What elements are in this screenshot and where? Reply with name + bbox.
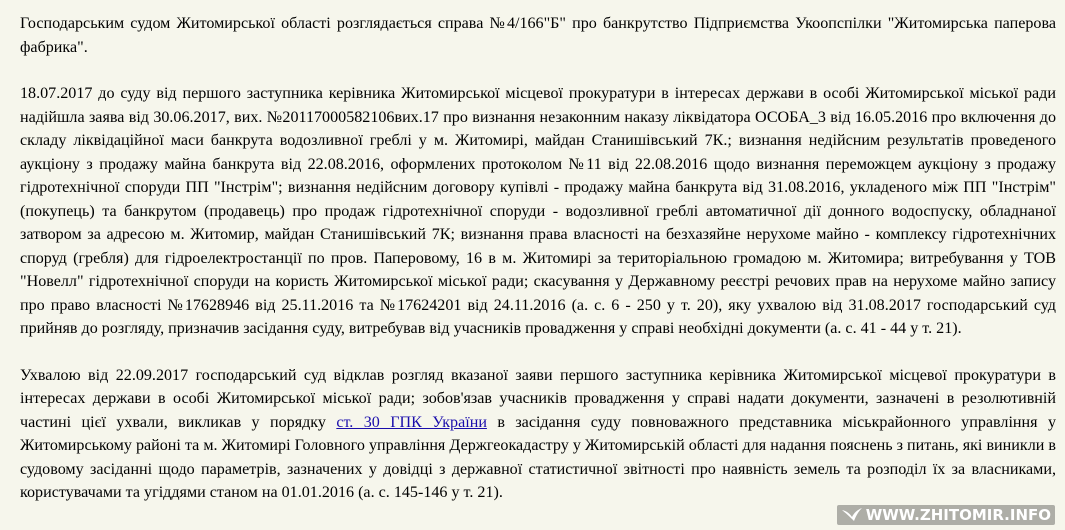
swallow-bird-icon xyxy=(841,507,863,523)
watermark-text: WWW.ZHITOMIR.INFO xyxy=(865,506,1051,524)
document-body xyxy=(20,12,1056,528)
paragraph-text-after-link: в засідання суду повноважного представника міськрайонного управління у Житомирському районі та м. Житомирі Головного управління Держгеокадастру у Житомирській області для надання пояснень з питань, які виникли в судовому засіданні щодо параметрів, зазначених у довідці з державної статистичної звітності про наявність земель та розподіл їх за власниками, користувачами та угіддями станом на 01.01.2016 (а. с. 145-146 у т. 21). xyxy=(20,413,1056,501)
paragraph-prosecutor-application: 18.07.2017 до суду від першого заступника керівника Житомирської місцевої прокуратури в інтересах держави в особі Житомирської міської ради надійшла заява від 30.06.2017, вих. №20117000582106вих.17 про визнання незаконним наказу ліквідатора ОСОБА_3 від 16.05.2016 про включення до складу ліквідаційної маси банкрута водозливної греблі у м. Житомирі, майдан Станишівський 7К.; визнання недійсним результатів проведеного аукціону з продажу майна банкрута від 22.08.2016, оформлених протоколом №11 від 22.08.2016 щодо визнання переможцем аукціону з продажу гідротехнічної споруди ПП "Інстрім"; визнання недійсним договору купівлі - продажу майна банкрута від 31.08.2016, укладеного між ПП "Інстрім" (покупець) та банкрутом (продавець) про продаж гідротехнічної споруди - водозливної греблі автоматичної дії донного водоспуску, обладнаної затвором за адресою м. Житомир, майдан Станишівський 7К; визнання права власності на безхазяйне нерухоме майно - комплексу гідротехнічних споруд (гребля) для гідроелектростанції по пров. Паперовому, 16 в м. Житомирі за територіальною громадою м. Житомира; витребування у ТОВ "Новелл" гідротехнічної споруди на користь Житомирської міської ради; скасування у Державному реєстрі речових прав на нерухоме майно запису про право власності №17628946 від 25.11.2016 та №17624201 від 24.11.2016 (а. с. 6 - 250 у т. 20), яку ухвалою від 31.08.2017 господарський суд прийняв до розгляду, призначив засідання суду, витребував від учасників провадження у справі необхідні документи (а. с. 41 - 44 у т. 21). xyxy=(20,85,1056,337)
site-watermark xyxy=(837,505,1055,525)
gpk-article-30-link[interactable]: ст. 30 ГПК України xyxy=(336,413,487,431)
paragraph-case-intro: Господарським судом Житомирської області розглядається справа №4/166"Б" про банкрутство Підприємства Укоопспілки "Житомирська паперова фабрика". xyxy=(20,15,1056,56)
paragraph-ruling-adjournment xyxy=(20,364,1056,505)
paragraph-text-before-link: Ухвалою від 22.09.2017 господарський суд відклав розгляд вказаної заяви першого заступника керівника Житомирської місцевої прокуратури в інтересах держави в особі Житомирської міської ради; зобов'язав учасників провадження у справі надати документи, зазначені в резолютивній частині цієї ухвали, викликав у порядку xyxy=(20,366,1056,431)
